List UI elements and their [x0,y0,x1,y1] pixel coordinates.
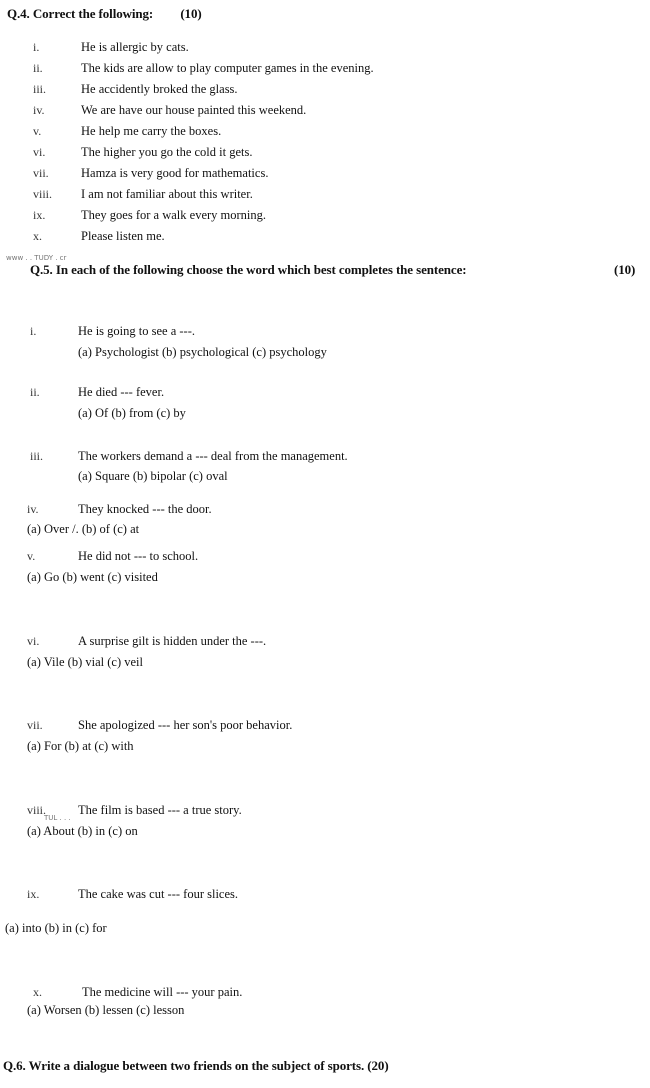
q5-item-num: iii. [30,449,44,463]
q5-title: Q.5. In each of the following choose the word which best completes the sentence: [30,262,467,277]
q4-item-num: iii. [33,82,47,96]
q5-item-text: He died --- fever. [78,385,165,399]
watermark-text: TUL . . . [44,814,71,822]
q4-title: Q.4. Correct the following: [7,6,154,21]
q4-item-num: ii. [33,61,43,75]
q5-item-text: The workers demand a --- deal from the management. [78,449,348,463]
q6-title: Q.6. Write a dialogue between two friends on the subject of sports. [3,1058,365,1073]
q5-item-options: (a) Worsen (b) lessen (c) lesson [27,1003,185,1017]
q4-item-num: vi. [33,145,46,159]
q4-item-text: Please listen me. [81,229,165,243]
q4-marks: (10) [180,6,202,21]
q5-item-options: (a) Square (b) bipolar (c) oval [78,469,228,483]
q4-item-text: The kids are allow to play computer games in the evening. [81,61,374,75]
q5-item-options: (a) Go (b) went (c) visited [27,570,158,584]
q5-marks: (10) [614,262,636,277]
q5-item-text: A surprise gilt is hidden under the ---. [78,634,267,648]
q4-item-num: viii. [33,187,53,201]
q5-item-options: (a) into (b) in (c) for [5,921,107,935]
q4-item-num: ix. [33,208,46,222]
q4-item-text: I am not familiar about this writer. [81,187,253,201]
q4-item-num: vii. [33,166,49,180]
q6-heading [3,1058,389,1074]
q6-marks: (20) [367,1058,389,1073]
q5-item-options: (a) About (b) in (c) on [27,824,138,838]
q4-heading [7,6,202,22]
q5-item-options: (a) Vile (b) vial (c) veil [27,655,143,669]
q5-item-num: vii. [27,718,43,732]
q4-item-text: The higher you go the cold it gets. [81,145,253,159]
q4-item-num: i. [33,40,40,54]
q4-item-num: x. [33,229,42,243]
q4-item-text: We are have our house painted this weekend. [81,103,307,117]
q5-item-options: (a) Over /. (b) of (c) at [27,522,140,536]
q5-item-num: v. [27,549,36,563]
q4-item-text: He is allergic by cats. [81,40,189,54]
q5-item-options: (a) Psychologist (b) psychological (c) psychology [78,345,327,359]
q5-item-text: The film is based --- a true story. [78,803,242,817]
q5-item-num: viii. [27,803,47,817]
q4-item-text: They goes for a walk every morning. [81,208,267,222]
q4-item-text: Hamza is very good for mathematics. [81,166,269,180]
q5-heading [30,262,466,278]
q5-item-num: i. [30,324,37,338]
q4-item-text: He help me carry the boxes. [81,124,222,138]
q4-item-num: iv. [33,103,45,117]
q5-item-text: He did not --- to school. [78,549,199,563]
q5-item-text: The cake was cut --- four slices. [78,887,238,901]
q5-item-num: iv. [27,502,39,516]
watermark-text: www . . TUDY . cr [6,254,67,262]
q4-item-num: v. [33,124,42,138]
q5-item-num: vi. [27,634,40,648]
q5-item-text: The medicine will --- your pain. [82,985,243,999]
q5-item-text: She apologized --- her son's poor behavior. [78,718,293,732]
q4-item-text: He accidently broked the glass. [81,82,238,96]
q5-item-text: He is going to see a ---. [78,324,195,338]
q5-item-num: x. [33,985,42,999]
q5-item-options: (a) Of (b) from (c) by [78,406,186,420]
q5-item-options: (a) For (b) at (c) with [27,739,134,753]
q5-item-num: ix. [27,887,40,901]
q5-item-text: They knocked --- the door. [78,502,212,516]
q5-item-num: ii. [30,385,40,399]
